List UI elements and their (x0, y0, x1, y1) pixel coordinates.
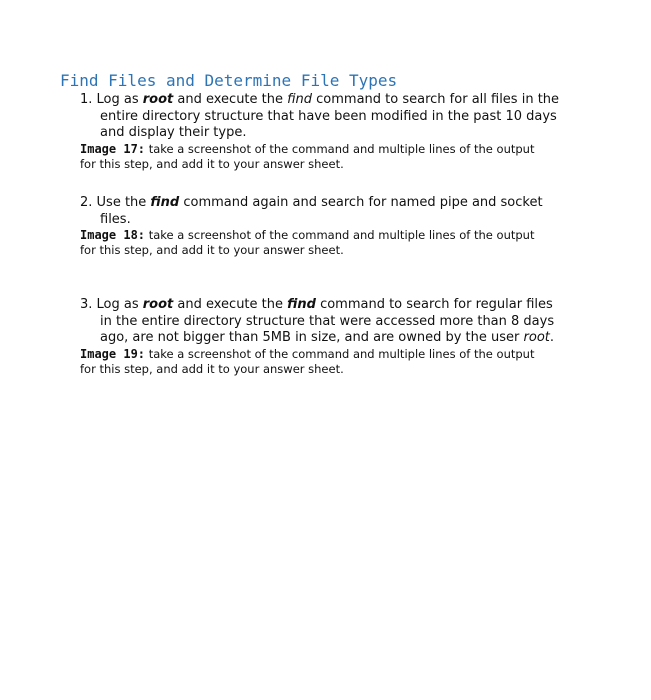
step-3-root-term: root (142, 297, 174, 312)
step-3-root-term: root (523, 330, 550, 345)
image-17-instruction-cont (80, 157, 600, 172)
step-2-text: 2. Use the (80, 195, 151, 210)
step-2-find-term: find (150, 195, 180, 210)
step-2-line-1 (80, 195, 600, 212)
step-1-line-1 (80, 92, 600, 109)
image-17-label: Image 17: (80, 141, 146, 156)
step-2-text: command again and search for named pipe and socket (179, 195, 543, 210)
step-1-line-2 (80, 109, 600, 126)
image-18-text: take a screenshot of the command and multiple lines of the output (148, 228, 535, 242)
step-1-find-term: find (287, 92, 313, 107)
image-19-label: Image 19: (80, 346, 146, 361)
step-3-line-1 (80, 297, 600, 314)
step-3-find-term: find (287, 297, 316, 312)
image-18-instruction-cont (80, 243, 600, 258)
image-18-text: for this step, and add it to your answer sheet. (80, 243, 344, 257)
image-18-instruction (80, 228, 600, 243)
step-1-text: command to search for all files in the (312, 92, 560, 107)
image-18-label: Image 18: (80, 228, 146, 242)
step-3-text: in the entire directory structure that were accessed more than 8 days (100, 313, 555, 329)
step-1-line-3 (80, 125, 600, 142)
step-1 (80, 92, 600, 172)
step-3-text: command to search for regular files (315, 297, 553, 312)
step-1-text: and display their type. (100, 125, 247, 140)
image-17-text: take a screenshot of the command and multiple lines of the output (148, 141, 535, 156)
step-3-text: 3. Log as (80, 297, 143, 312)
step-3-text: ago, are not bigger than 5MB in size, and are owned by the user (100, 330, 524, 345)
image-19-instruction (80, 347, 600, 362)
image-17-text: for this step, and add it to your answer sheet. (80, 156, 344, 171)
step-2-line-2 (80, 212, 600, 229)
step-3-text: and execute the (173, 297, 288, 312)
step-3-line-2 (80, 314, 600, 331)
image-19-text: take a screenshot of the command and multiple lines of the output (148, 346, 535, 361)
step-1-text: and execute the (173, 92, 288, 107)
step-3-line-3 (80, 330, 600, 347)
section-heading: Find Files and Determine File Types (60, 71, 398, 90)
step-2 (80, 195, 600, 258)
step-1-text: entire directory structure that have been modified in the past 10 days (100, 108, 557, 124)
image-19-text: for this step, and add it to your answer sheet. (80, 361, 344, 376)
step-3 (80, 297, 600, 377)
image-19-instruction-cont (80, 362, 600, 377)
step-1-root-term: root (142, 92, 174, 107)
image-17-instruction (80, 142, 600, 157)
step-3-text: . (549, 330, 555, 345)
step-1-text: 1. Log as (80, 92, 143, 107)
step-2-text: files. (100, 211, 131, 227)
